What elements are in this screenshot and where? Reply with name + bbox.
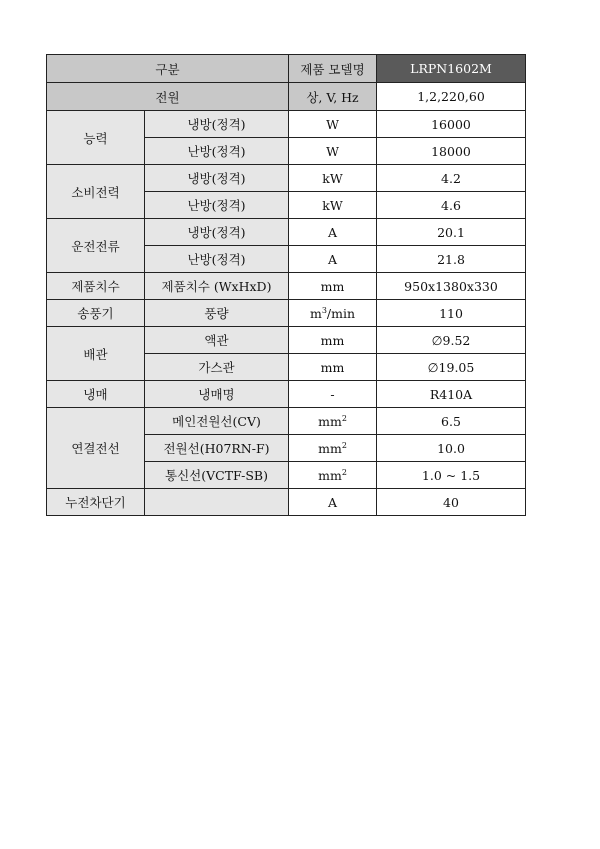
- table-row: [47, 489, 526, 516]
- unit-base: mm: [318, 440, 342, 456]
- table-row: [47, 83, 526, 111]
- row-unit: mm: [289, 354, 377, 381]
- row-category: 능력: [47, 111, 145, 165]
- row-category: 냉매: [47, 381, 145, 408]
- table-row: [47, 327, 526, 354]
- row-category: 배관: [47, 327, 145, 381]
- row-item: 난방(정격): [145, 138, 289, 165]
- row-unit: A: [289, 219, 377, 246]
- row-item: 제품치수 (WxHxD): [145, 273, 289, 300]
- row-value: 1.0 ~ 1.5: [377, 462, 526, 489]
- row-value: 18000: [377, 138, 526, 165]
- row-item: 가스관: [145, 354, 289, 381]
- unit-base: mm: [318, 467, 342, 483]
- table-row: [47, 408, 526, 435]
- spec-table: [46, 54, 526, 516]
- row-item: 풍량: [145, 300, 289, 327]
- row-unit: W: [289, 138, 377, 165]
- row-value: 6.5: [377, 408, 526, 435]
- row-unit: [289, 408, 377, 435]
- row-unit: A: [289, 489, 377, 516]
- row-value: 4.2: [377, 165, 526, 192]
- row-category: 전원: [47, 83, 289, 111]
- header-row: [47, 55, 526, 83]
- unit-superscript: 2: [341, 440, 347, 450]
- row-item: 메인전원선(CV): [145, 408, 289, 435]
- row-item: 액관: [145, 327, 289, 354]
- row-value: 950x1380x330: [377, 273, 526, 300]
- row-unit: [289, 300, 377, 327]
- row-unit: -: [289, 381, 377, 408]
- row-value: 4.6: [377, 192, 526, 219]
- row-unit: 상, V, Hz: [289, 83, 377, 111]
- row-unit: [289, 462, 377, 489]
- row-category: 소비전력: [47, 165, 145, 219]
- row-value: 40: [377, 489, 526, 516]
- row-item: [145, 489, 289, 516]
- row-item: 통신선(VCTF-SB): [145, 462, 289, 489]
- row-unit: mm: [289, 327, 377, 354]
- row-unit: kW: [289, 165, 377, 192]
- row-category: 제품치수: [47, 273, 145, 300]
- row-category: 송풍기: [47, 300, 145, 327]
- row-item: 냉방(정격): [145, 219, 289, 246]
- row-value: 16000: [377, 111, 526, 138]
- unit-tail: /min: [326, 305, 356, 321]
- row-unit: W: [289, 111, 377, 138]
- row-unit: A: [289, 246, 377, 273]
- row-item: 난방(정격): [145, 246, 289, 273]
- table-row: [47, 165, 526, 192]
- header-model-label: 제품 모델명: [289, 55, 377, 83]
- row-unit: kW: [289, 192, 377, 219]
- row-value: 10.0: [377, 435, 526, 462]
- table-row: [47, 273, 526, 300]
- row-value: ∅19.05: [377, 354, 526, 381]
- unit-superscript: 3: [321, 305, 327, 315]
- row-item: 냉매명: [145, 381, 289, 408]
- row-category: 운전전류: [47, 219, 145, 273]
- table-row: [47, 300, 526, 327]
- table-row: [47, 111, 526, 138]
- row-item: 전원선(H07RN-F): [145, 435, 289, 462]
- row-unit: mm: [289, 273, 377, 300]
- row-item: 냉방(정격): [145, 111, 289, 138]
- row-category: 누전차단기: [47, 489, 145, 516]
- row-category: 연결전선: [47, 408, 145, 489]
- row-unit: [289, 435, 377, 462]
- header-model-name: LRPN1602M: [377, 55, 526, 83]
- row-value: ∅9.52: [377, 327, 526, 354]
- row-value: 20.1: [377, 219, 526, 246]
- table-row: [47, 219, 526, 246]
- unit-base: mm: [318, 413, 342, 429]
- unit-base: m: [309, 305, 322, 321]
- row-value: 1,2,220,60: [377, 83, 526, 111]
- row-item: 난방(정격): [145, 192, 289, 219]
- unit-superscript: 2: [341, 413, 347, 423]
- table-row: [47, 381, 526, 408]
- header-category: 구분: [47, 55, 289, 83]
- row-value: 110: [377, 300, 526, 327]
- row-value: R410A: [377, 381, 526, 408]
- row-value: 21.8: [377, 246, 526, 273]
- row-item: 냉방(정격): [145, 165, 289, 192]
- unit-superscript: 2: [341, 467, 347, 477]
